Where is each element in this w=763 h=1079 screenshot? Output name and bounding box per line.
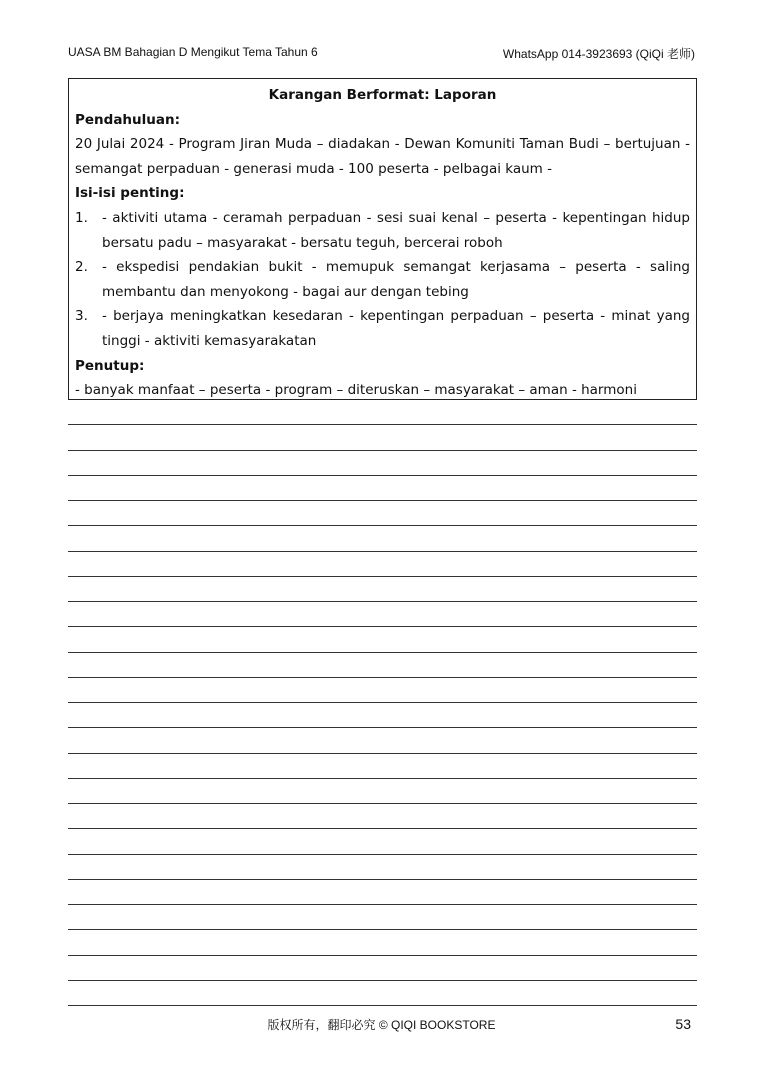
header-title: UASA BM Bahagian D Mengikut Tema Tahun 6 bbox=[68, 45, 318, 59]
list-text: - aktiviti utama - ceramah perpaduan - sesi suai kenal – peserta - kepentingan hidup bersatu padu – masyarakat - bersatu teguh, bercerai roboh bbox=[102, 209, 690, 251]
writing-line bbox=[68, 602, 697, 627]
list-item bbox=[75, 206, 690, 255]
writing-line bbox=[68, 653, 697, 678]
header-contact: WhatsApp 014-3923693 (QiQi 老师) bbox=[502, 47, 695, 61]
writing-line bbox=[68, 501, 697, 526]
list-item bbox=[75, 304, 690, 353]
writing-line bbox=[68, 779, 697, 804]
list-number: 1. bbox=[75, 209, 88, 226]
writing-line bbox=[68, 577, 697, 602]
writing-line bbox=[68, 956, 697, 981]
writing-line bbox=[68, 526, 697, 551]
writing-line bbox=[68, 754, 697, 779]
writing-line bbox=[68, 552, 697, 577]
writing-line bbox=[68, 905, 697, 930]
intro-label: Pendahuluan: bbox=[75, 111, 181, 128]
closing-text: - banyak manfaat – peserta - program – diteruskan – masyarakat – aman - harmoni bbox=[75, 382, 637, 399]
list-text: - berjaya meningkatkan kesedaran - kepentingan perpaduan – peserta - minat yang tinggi - aktiviti kemasyarakatan bbox=[102, 308, 690, 349]
writing-line bbox=[68, 804, 697, 829]
writing-line bbox=[68, 425, 697, 450]
box-title: Karangan Berformat: Laporan bbox=[268, 87, 497, 103]
closing-label: Penutup: bbox=[75, 357, 145, 374]
writing-line bbox=[68, 678, 697, 703]
writing-line bbox=[68, 627, 697, 652]
list-number: 3. bbox=[75, 308, 88, 325]
writing-line bbox=[68, 930, 697, 955]
list-text: - ekspedisi pendakian bukit - memupuk semangat kerjasama – peserta - saling membantu dan menyokong - bagai aur dengan tebing bbox=[102, 259, 690, 300]
writing-line bbox=[68, 703, 697, 728]
outline-box bbox=[68, 78, 697, 400]
page-number: 53 bbox=[675, 1016, 691, 1032]
writing-line bbox=[68, 855, 697, 880]
list-item bbox=[75, 255, 690, 304]
writing-line bbox=[68, 728, 697, 753]
content-label: Isi-isi penting: bbox=[75, 185, 185, 202]
writing-line bbox=[68, 981, 697, 1006]
writing-line bbox=[68, 451, 697, 476]
writing-line bbox=[68, 400, 697, 425]
footer-copyright: 版权所有，翻印必究 © QIQI BOOKSTORE bbox=[267, 1018, 496, 1032]
writing-line bbox=[68, 880, 697, 905]
writing-line bbox=[68, 476, 697, 501]
intro-text: 20 Julai 2024 - Program Jiran Muda – diadakan - Dewan Komuniti Taman Budi – bertujuan - semangat perpaduan - generasi muda - 100 peserta - pelbagai kaum - bbox=[75, 136, 690, 177]
writing-line bbox=[68, 829, 697, 854]
writing-lines bbox=[68, 400, 697, 1006]
list-number: 2. bbox=[75, 259, 88, 276]
